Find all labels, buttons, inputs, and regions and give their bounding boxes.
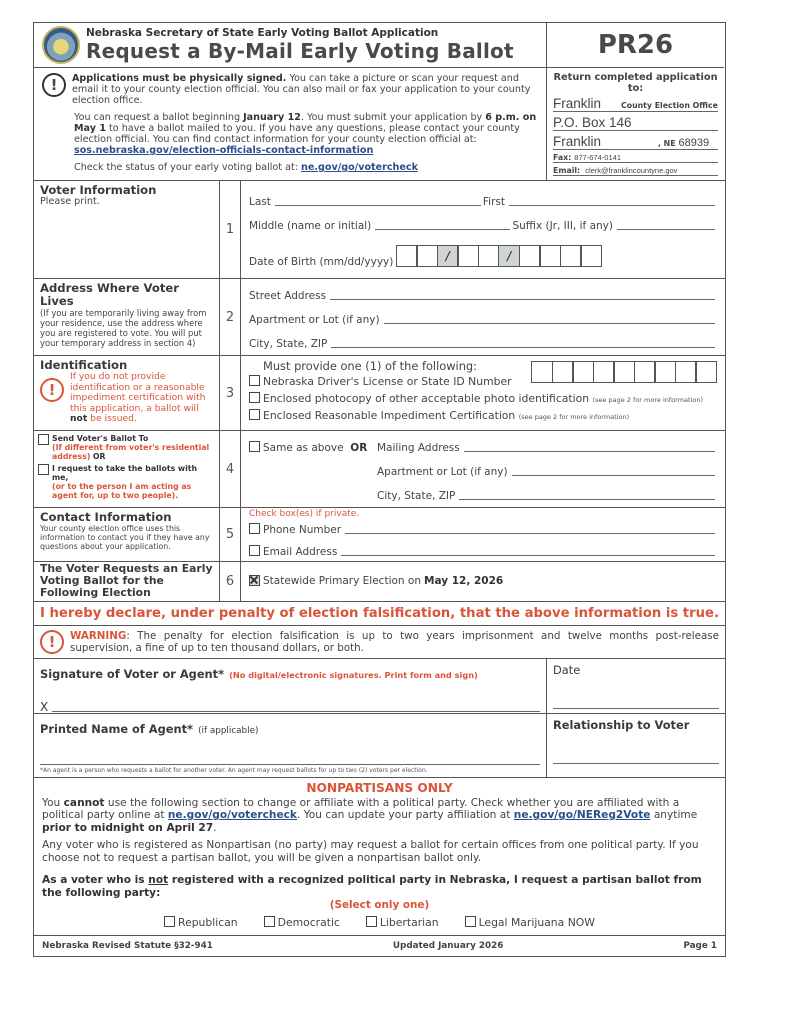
section-identification [34, 356, 725, 431]
section-number: 4 [219, 431, 241, 507]
ballot-application-form [33, 22, 726, 957]
mail-apt-row [249, 455, 717, 479]
agency-name: Nebraska Secretary of State Early Voting Ballot Application [86, 27, 439, 39]
send-ballot-note: (If different from voter's residential address) [52, 443, 210, 461]
suffix-field[interactable] [617, 229, 715, 230]
middle-name-field[interactable] [375, 229, 510, 230]
mail-city-row [249, 479, 717, 503]
fax-label: Fax: [553, 153, 572, 162]
request-text-2: . You must submit your application by [300, 112, 486, 123]
or-label: OR [92, 452, 106, 461]
signature-field[interactable] [52, 710, 540, 712]
status-text: Check the status of your early voting ballot at: [74, 162, 302, 173]
signature-note: (No digital/electronic signatures. Print form and sign) [229, 670, 478, 680]
mailing-row [249, 431, 717, 455]
id-box[interactable] [675, 361, 697, 383]
city-line [553, 134, 718, 150]
np-text: You [42, 796, 64, 809]
title-bar [34, 23, 546, 68]
private-note: Check box(es) if private. [249, 509, 360, 519]
np-deadline: prior to midnight on April 27 [42, 821, 214, 834]
nebraska-seal-icon [42, 26, 80, 64]
relationship-label: Relationship to Voter [553, 718, 690, 732]
warning-text: : The penalty for election falsification is up to two years imprisonment and twelve months post-release supervision, a fine of up to ten thousand dollars, or both. [70, 630, 719, 654]
signature-row [34, 659, 725, 714]
dob-box[interactable] [560, 245, 582, 267]
return-title: Return completed application to: [553, 72, 718, 94]
election-label: Statewide Primary Election on [263, 574, 421, 587]
agent-name-field[interactable] [40, 763, 540, 765]
request-text-1: You can request a ballot beginning [74, 112, 244, 123]
select-one-note: (Select only one) [329, 899, 430, 911]
section-address [34, 279, 725, 356]
id-box[interactable] [634, 361, 656, 383]
dob-separator: / [498, 245, 520, 267]
county-value: Franklin [553, 96, 602, 111]
same-as-above-label: Same as above [263, 442, 344, 454]
section-number: 1 [219, 181, 241, 278]
date-label: Date [553, 663, 581, 677]
section-title: The Voter Requests an Early Voting Ballot for the Following Election [40, 562, 213, 599]
id-box[interactable] [613, 361, 635, 383]
see-page2-note: (see page 2 for more information) [518, 413, 630, 421]
impediment-label: Enclosed Reasonable Impediment Certification [263, 409, 516, 422]
first-name-label: First [482, 196, 505, 208]
section-subtitle: Your county election office uses this information to contact you if they have any questions about your application. [40, 524, 210, 551]
mail-city-label: City, State, ZIP [377, 490, 456, 502]
impediment-option [249, 409, 717, 422]
notice-bold: Applications must be physically signed. [72, 73, 287, 84]
same-as-above-checkbox[interactable] [249, 441, 260, 452]
email-field[interactable] [341, 555, 715, 556]
warning-row [34, 626, 725, 659]
page-number: Page 1 [683, 941, 717, 951]
nonpartisan-paragraph-3 [42, 874, 717, 899]
agent-footnote: *An agent is a person who requests a ballot for another voter. An agent may request ballots for up to two (2) voters per election. [40, 767, 428, 774]
id-instruction: Must provide one (1) of the following: [263, 359, 477, 373]
section-number: 2 [219, 279, 241, 355]
dob-box[interactable] [539, 245, 561, 267]
legal-marijuana-now-checkbox[interactable] [465, 916, 476, 927]
status-paragraph [74, 162, 538, 173]
dob-box[interactable] [416, 245, 438, 267]
form-code: PR26 [547, 23, 724, 68]
party-option-libertarian[interactable] [366, 916, 439, 930]
apt-row [249, 303, 717, 327]
email-private-checkbox[interactable] [249, 545, 260, 556]
city-field[interactable] [331, 347, 715, 348]
contact-info-link[interactable]: sos.nebraska.gov/election-officials-contact-information [74, 145, 374, 156]
signature-x-mark: X [40, 700, 49, 714]
header-right [547, 23, 724, 180]
np-text: . [213, 821, 217, 834]
id-warning-not: not [70, 413, 88, 424]
party-label: Republican [178, 915, 238, 929]
form-footer [34, 936, 725, 956]
np-text: registered with a recognized political party in Nebraska, I request a partisan ballot from the following party: [42, 874, 702, 899]
np-text: anytime [650, 809, 698, 821]
po-box-line [553, 115, 718, 131]
section-subtitle: Please print. [40, 196, 100, 207]
section-title: Identification [40, 358, 128, 372]
dob-row [249, 233, 717, 269]
phone-label: Phone Number [263, 524, 342, 536]
date-field[interactable] [553, 707, 719, 709]
section-voter-information [34, 181, 725, 279]
party-options [42, 916, 717, 930]
statute-reference: Nebraska Revised Statute §32-941 [42, 941, 213, 951]
notice-text: You can take a picture or scan your request and email it to your county election official. You can also mail or fax your application to your county election office. [72, 73, 531, 106]
section-title: Address Where Voter Lives [40, 281, 179, 308]
license-checkbox[interactable] [249, 375, 260, 386]
dob-separator: / [437, 245, 459, 267]
page-title: Request a By-Mail Early Voting Ballot [86, 39, 514, 63]
party-label: Democratic [277, 915, 340, 929]
take-ballot-label: I request to take the ballots with me, [52, 464, 198, 482]
section-subtitle: (If you are temporarily living away from your residence, use the address where you are registered to vote. You will put your temporary address in section 4) [40, 308, 207, 348]
votercheck-link[interactable]: ne.gov/go/votercheck [301, 162, 418, 173]
apt-label: Apartment or Lot (if any) [249, 314, 380, 326]
dob-box[interactable] [580, 245, 602, 267]
middle-name-label: Middle (name or initial) [249, 220, 372, 232]
license-number-field[interactable] [533, 361, 718, 383]
county-line [553, 96, 718, 112]
libertarian-checkbox[interactable] [366, 916, 377, 927]
send-ballot-label: Send Voter's Ballot To [52, 434, 149, 443]
dob-box[interactable] [478, 245, 500, 267]
request-text-3: to have a ballot mailed to you. If you have any questions, please contact your county election official. You can find contact information for your county election official at: [74, 123, 520, 145]
dob-box[interactable] [396, 245, 418, 267]
zip-value: 68939 [678, 137, 710, 149]
party-option-legal-marijuana-now[interactable] [465, 916, 595, 930]
id-box[interactable] [695, 361, 717, 383]
county-suffix: County Election Office [621, 101, 718, 110]
email-label: Email: [553, 166, 581, 175]
exclamation-icon: ! [42, 73, 66, 97]
photo-label: Enclosed photocopy of other acceptable photo identification [263, 392, 590, 405]
section-number: 5 [219, 508, 241, 561]
last-name-label: Last [249, 196, 271, 208]
photo-checkbox[interactable] [249, 392, 260, 403]
section-election [34, 562, 725, 602]
dob-box[interactable] [457, 245, 479, 267]
city-label: City, State, ZIP [249, 338, 328, 350]
mail-city-field[interactable] [459, 499, 715, 500]
first-name-field[interactable] [509, 205, 715, 206]
section-title: Contact Information [40, 510, 172, 524]
agent-label: Printed Name of Agent* [40, 722, 194, 736]
fax-value: 877-674-0141 [574, 153, 621, 162]
party-label: Libertarian [379, 915, 439, 929]
democratic-checkbox[interactable] [264, 916, 275, 927]
nonpartisan-heading: NONPARTISANS ONLY [306, 781, 453, 795]
see-page2-note: (see page 2 for more information) [592, 396, 703, 404]
section-send-ballot [34, 431, 725, 508]
request-deadline: 6 p.m. on May 1 [74, 112, 537, 134]
address-value: P.O. Box 146 [553, 115, 632, 130]
np-cannot: cannot [63, 796, 105, 809]
id-warning-text: If you do not provide identification or a reasonable impediment certification with this application, a ballot will [70, 371, 206, 414]
election-date: May 12, 2026 [424, 574, 504, 587]
phone-field[interactable] [345, 533, 715, 534]
suffix-label: Suffix (Jr, III, if any) [512, 220, 613, 232]
mailing-field[interactable] [464, 451, 715, 452]
id-box[interactable] [552, 361, 574, 383]
last-name-field[interactable] [275, 205, 481, 206]
phone-row [249, 519, 717, 537]
id-warning-text-2: be issued. [87, 413, 137, 424]
declaration-text: I hereby declare, under penalty of election falsification, that the above information is true. [40, 606, 719, 621]
nonpartisan-paragraph-2: Any voter who is registered as Nonpartisan (no party) may request a ballot for certain offices from one political party. If you choose not to request a partisan ballot, you will be given a nonpartisan ballot only. [42, 839, 699, 864]
take-ballot-note: (or to the person I am acting as agent for, up to two people). [52, 482, 192, 500]
email-line [553, 166, 718, 176]
warning-exclamation-icon: ! [40, 378, 64, 402]
np-text: As a voter who is [42, 874, 149, 886]
np-text: . You can update your party affiliation at [296, 809, 514, 821]
license-label: Nebraska Driver's License or State ID Number [263, 375, 512, 388]
state-label: , NE [658, 139, 676, 148]
party-label: Legal Marijuana NOW [478, 915, 595, 929]
np-text: use the following section to change or affiliate with a political party. Check whether you are affiliated with a political party online at [42, 796, 680, 821]
id-box[interactable] [572, 361, 594, 383]
nonpartisan-section [34, 778, 725, 936]
street-field[interactable] [330, 299, 715, 300]
header-left [34, 23, 547, 180]
street-label: Street Address [249, 290, 327, 302]
impediment-checkbox[interactable] [249, 409, 260, 420]
party-option-democratic[interactable] [264, 916, 340, 930]
warning-label: WARNING [70, 630, 127, 642]
street-row [249, 279, 717, 303]
email-row [249, 537, 717, 559]
section-contact [34, 508, 725, 562]
form-header [34, 23, 725, 181]
agent-note: (if applicable) [198, 726, 259, 736]
id-warning [70, 372, 213, 425]
id-box[interactable] [654, 361, 676, 383]
updated-date: Updated January 2026 [392, 941, 504, 951]
mail-apt-field[interactable] [512, 475, 715, 476]
declaration-row [34, 602, 725, 626]
warning-icon: ! [40, 630, 64, 654]
request-paragraph [74, 112, 538, 156]
id-box[interactable] [593, 361, 615, 383]
republican-checkbox[interactable] [164, 916, 175, 927]
name-row [249, 185, 717, 209]
phone-private-checkbox[interactable] [249, 523, 260, 534]
section-number: 6 [219, 562, 241, 601]
votercheck-link[interactable]: ne.gov/go/votercheck [167, 809, 297, 821]
party-option-republican[interactable] [164, 916, 238, 930]
section-title: Voter Information [40, 183, 157, 197]
relationship-field[interactable] [553, 762, 719, 764]
send-ballot-checkbox[interactable] [38, 434, 49, 445]
request-start-date: January 12 [243, 112, 301, 123]
return-address [547, 68, 724, 180]
license-option [249, 375, 529, 388]
city-value: Franklin [553, 134, 602, 149]
email-label: Email Address [263, 546, 338, 558]
email-value: clerk@franklincountyne.gov [585, 166, 678, 175]
instructions-notice [34, 68, 546, 177]
take-ballot-checkbox[interactable] [38, 464, 49, 475]
dob-box[interactable] [519, 245, 541, 267]
city-row [249, 327, 717, 351]
photo-option [249, 392, 717, 405]
fax-line [553, 153, 718, 163]
dob-field[interactable] [397, 245, 602, 267]
nereg2vote-link[interactable]: ne.gov/go/NEReg2Vote [513, 809, 651, 821]
signature-label: Signature of Voter or Agent* [40, 667, 225, 681]
primary-election-checkbox[interactable] [249, 575, 260, 586]
nonpartisan-paragraph-1 [42, 797, 717, 835]
or-label: OR [350, 442, 368, 454]
apt-field[interactable] [384, 323, 715, 324]
mail-apt-label: Apartment or Lot (if any) [377, 466, 508, 478]
middle-suffix-row [249, 209, 717, 233]
dob-label: Date of Birth (mm/dd/yyyy) [249, 256, 394, 268]
np-not: not [148, 874, 169, 886]
mailing-label: Mailing Address [377, 442, 460, 454]
agent-row [34, 714, 725, 778]
section-number: 3 [219, 356, 241, 430]
id-box[interactable] [531, 361, 553, 383]
